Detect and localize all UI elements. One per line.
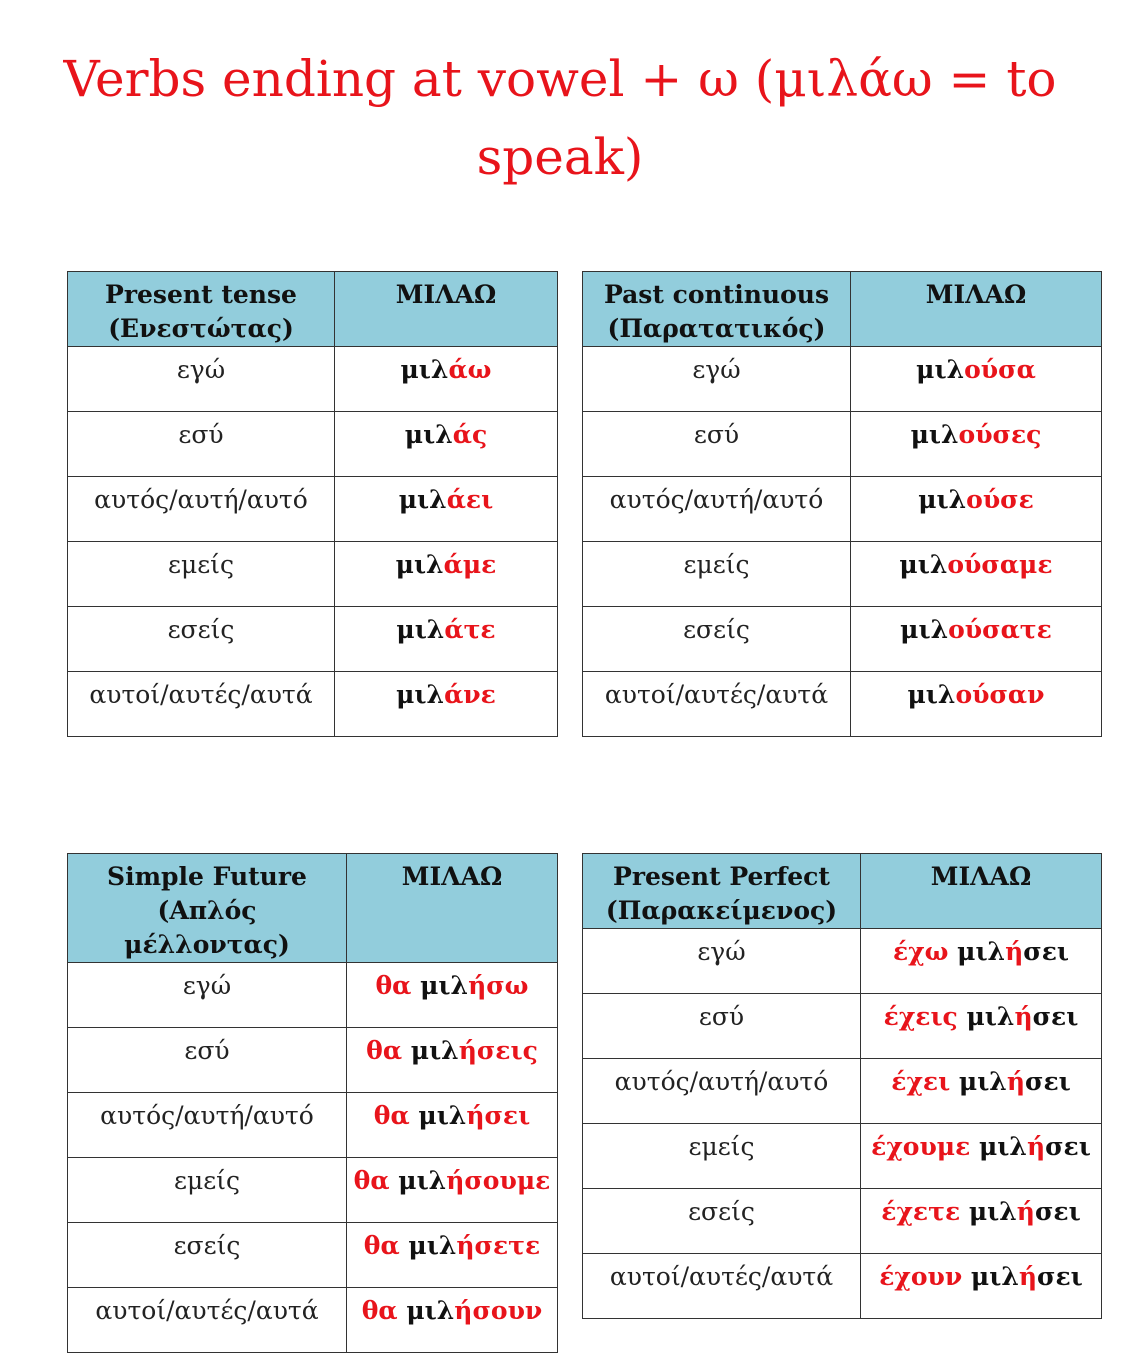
table-row	[583, 929, 1102, 994]
verb-form-cell	[335, 347, 558, 412]
verb-stem: μιλ	[907, 680, 956, 709]
simple-future-table	[67, 853, 558, 1353]
table-row	[583, 412, 1102, 477]
table-row	[68, 963, 558, 1028]
verb-auxiliary: έχει	[891, 1067, 959, 1096]
verb-ending: ούσαν	[955, 680, 1045, 709]
verb-ending: ούσατε	[948, 615, 1052, 644]
verb-stem: μιλ	[404, 420, 453, 449]
tense-header	[583, 272, 851, 347]
verb-auxiliary: έχετε	[881, 1197, 969, 1226]
verb-stem: μιλ	[957, 937, 1006, 966]
table-row	[68, 1028, 558, 1093]
pronoun-cell: εσύ	[68, 412, 335, 477]
table-row	[583, 1254, 1102, 1319]
verb-stem: μιλ	[970, 1262, 1019, 1291]
verb-ending: άνε	[444, 680, 496, 709]
pronoun-cell: αυτοί/αυτές/αυτά	[583, 672, 851, 737]
pronoun-cell: εμείς	[583, 1124, 861, 1189]
tense-name: Present Perfect	[613, 862, 830, 891]
verb-ending: άω	[448, 355, 492, 384]
pronoun-cell: αυτός/αυτή/αυτό	[68, 477, 335, 542]
verb-ending: άει	[446, 485, 494, 514]
verb-stem: μιλ	[400, 355, 449, 384]
verb-form-cell	[335, 412, 558, 477]
verb-ending: ήσουν	[454, 1296, 543, 1325]
verb-form-cell	[861, 994, 1102, 1059]
pronoun-cell: εμείς	[583, 542, 851, 607]
verb-form-cell	[851, 542, 1102, 607]
verb-ending: ήσουμε	[446, 1166, 551, 1195]
past-continuous-table	[582, 271, 1102, 737]
verb-ending: ούσες	[958, 420, 1042, 449]
verb-suffix: σει	[1037, 1262, 1083, 1291]
verb-form-cell	[347, 1028, 558, 1093]
verb-form-cell	[851, 477, 1102, 542]
verb-header: ΜΙΛΑΩ	[861, 854, 1102, 929]
table-row	[68, 412, 558, 477]
verb-header: ΜΙΛΑΩ	[851, 272, 1102, 347]
table-row	[68, 477, 558, 542]
verb-form-cell	[335, 477, 558, 542]
verb-ending: άτε	[444, 615, 496, 644]
verb-stem: μιλ	[918, 485, 967, 514]
table-row	[583, 477, 1102, 542]
pronoun-cell: εμείς	[68, 542, 335, 607]
verb-ending: ήσεις	[458, 1036, 538, 1065]
verb-ending: ή	[1005, 937, 1024, 966]
verb-form-cell	[335, 542, 558, 607]
verb-stem: μιλ	[410, 1036, 459, 1065]
table-row	[68, 1223, 558, 1288]
verb-ending: ούσε	[966, 485, 1034, 514]
tense-greek-name: (Απλός μέλλοντας)	[124, 896, 290, 959]
table-row	[583, 542, 1102, 607]
tense-greek-name: (Παρακείμενος)	[605, 896, 838, 925]
pronoun-cell: εγώ	[583, 929, 861, 994]
verb-ending: ή	[1018, 1262, 1038, 1291]
pronoun-cell: εσύ	[583, 994, 861, 1059]
verb-stem: μιλ	[396, 615, 445, 644]
verb-auxiliary: θα	[361, 1296, 407, 1325]
page-title: Verbs ending at vowel + ω (μιλάω = to speak)	[63, 50, 1057, 186]
table-row	[583, 672, 1102, 737]
table-row	[583, 1189, 1102, 1254]
verb-stem: μιλ	[408, 1231, 457, 1260]
verb-stem: μιλ	[398, 485, 447, 514]
verb-stem: μιλ	[900, 615, 949, 644]
pronoun-cell: εγώ	[68, 963, 347, 1028]
verb-auxiliary: έχεις	[883, 1002, 967, 1031]
pronoun-cell: αυτοί/αυτές/αυτά	[68, 1288, 347, 1353]
verb-stem: μιλ	[398, 1166, 447, 1195]
table-row	[583, 347, 1102, 412]
verb-form-cell	[347, 1158, 558, 1223]
tense-name: Present tense	[105, 280, 297, 309]
verb-form-cell	[861, 1124, 1102, 1189]
pronoun-cell: εσύ	[68, 1028, 347, 1093]
verb-auxiliary: θα	[373, 1101, 419, 1130]
verb-header: ΜΙΛΑΩ	[347, 854, 558, 963]
verb-form-cell	[347, 1223, 558, 1288]
pronoun-cell: αυτός/αυτή/αυτό	[583, 1059, 861, 1124]
verb-suffix: σει	[1034, 1197, 1081, 1226]
pronoun-cell: εσείς	[68, 607, 335, 672]
verb-form-cell	[347, 1288, 558, 1353]
pronoun-cell: εσείς	[583, 607, 851, 672]
table-row	[68, 672, 558, 737]
verb-ending: ούσαμε	[947, 550, 1053, 579]
verb-ending: άς	[452, 420, 488, 449]
table-row	[68, 1288, 558, 1353]
verb-stem: μιλ	[966, 1002, 1015, 1031]
verb-form-cell	[861, 929, 1102, 994]
verb-form-cell	[851, 347, 1102, 412]
tense-name: Simple Future	[107, 862, 307, 891]
verb-form-cell	[335, 607, 558, 672]
table-row	[583, 1059, 1102, 1124]
tense-header	[68, 854, 347, 963]
table-row	[68, 1158, 558, 1223]
verb-form-cell	[861, 1254, 1102, 1319]
verb-form-cell	[851, 607, 1102, 672]
pronoun-cell: εγώ	[68, 347, 335, 412]
tense-header	[68, 272, 335, 347]
verb-ending: άμε	[443, 550, 497, 579]
verb-ending: ήσω	[468, 971, 529, 1000]
verb-suffix: σει	[1032, 1002, 1079, 1031]
pronoun-cell: εσείς	[583, 1189, 861, 1254]
table-row	[583, 607, 1102, 672]
verb-suffix: σει	[1025, 1067, 1071, 1096]
verb-form-cell	[851, 412, 1102, 477]
tense-header	[583, 854, 861, 929]
pronoun-cell: αυτός/αυτή/αυτό	[583, 477, 851, 542]
verb-suffix: σει	[1023, 937, 1069, 966]
verb-ending: ή	[1016, 1197, 1035, 1226]
verb-stem: μιλ	[916, 355, 965, 384]
verb-auxiliary: έχουν	[879, 1262, 971, 1291]
table-row	[583, 994, 1102, 1059]
verb-stem: μιλ	[958, 1067, 1007, 1096]
verb-form-cell	[347, 963, 558, 1028]
pronoun-cell: εμείς	[68, 1158, 347, 1223]
pronoun-cell: αυτοί/αυτές/αυτά	[583, 1254, 861, 1319]
tense-greek-name: (Παρατατικός)	[607, 314, 826, 343]
verb-form-cell	[851, 672, 1102, 737]
verb-stem: μιλ	[968, 1197, 1017, 1226]
table-row	[68, 607, 558, 672]
verb-stem: μιλ	[420, 971, 469, 1000]
verb-auxiliary: έχουμε	[871, 1132, 979, 1161]
tense-greek-name: (Ενεστώτας)	[108, 314, 294, 343]
table-row	[68, 347, 558, 412]
verb-ending: ή	[1014, 1002, 1033, 1031]
verb-stem: μιλ	[395, 550, 444, 579]
table-row	[583, 1124, 1102, 1189]
verb-ending: ήσει	[466, 1101, 531, 1130]
pronoun-cell: εσύ	[583, 412, 851, 477]
verb-ending: ήσετε	[456, 1231, 541, 1260]
verb-auxiliary: θα	[375, 971, 421, 1000]
table-row	[68, 1093, 558, 1158]
verb-stem: μιλ	[418, 1101, 467, 1130]
verb-stem: μιλ	[979, 1132, 1027, 1161]
verb-auxiliary: θα	[363, 1231, 409, 1260]
verb-form-cell	[335, 672, 558, 737]
tense-name: Past continuous	[603, 280, 830, 309]
verb-stem: μιλ	[396, 680, 445, 709]
verb-form-cell	[861, 1059, 1102, 1124]
pronoun-cell: αυτοί/αυτές/αυτά	[68, 672, 335, 737]
verb-form-cell	[347, 1093, 558, 1158]
table-row	[68, 542, 558, 607]
pronoun-cell: εγώ	[583, 347, 851, 412]
verb-header: ΜΙΛΑΩ	[335, 272, 558, 347]
verb-stem: μιλ	[899, 550, 948, 579]
verb-ending: ούσα	[964, 355, 1036, 384]
verb-auxiliary: θα	[366, 1036, 411, 1065]
verb-auxiliary: θα	[353, 1166, 399, 1195]
pronoun-cell: εσείς	[68, 1223, 347, 1288]
verb-form-cell	[861, 1189, 1102, 1254]
verb-ending: ή	[1006, 1067, 1026, 1096]
verb-suffix: σει	[1045, 1132, 1091, 1161]
verb-stem: μιλ	[406, 1296, 455, 1325]
verb-ending: ή	[1026, 1132, 1046, 1161]
verb-auxiliary: έχω	[892, 937, 958, 966]
present-tense-table	[67, 271, 558, 737]
present-perfect-table	[582, 853, 1102, 1319]
pronoun-cell: αυτός/αυτή/αυτό	[68, 1093, 347, 1158]
verb-stem: μιλ	[910, 420, 959, 449]
